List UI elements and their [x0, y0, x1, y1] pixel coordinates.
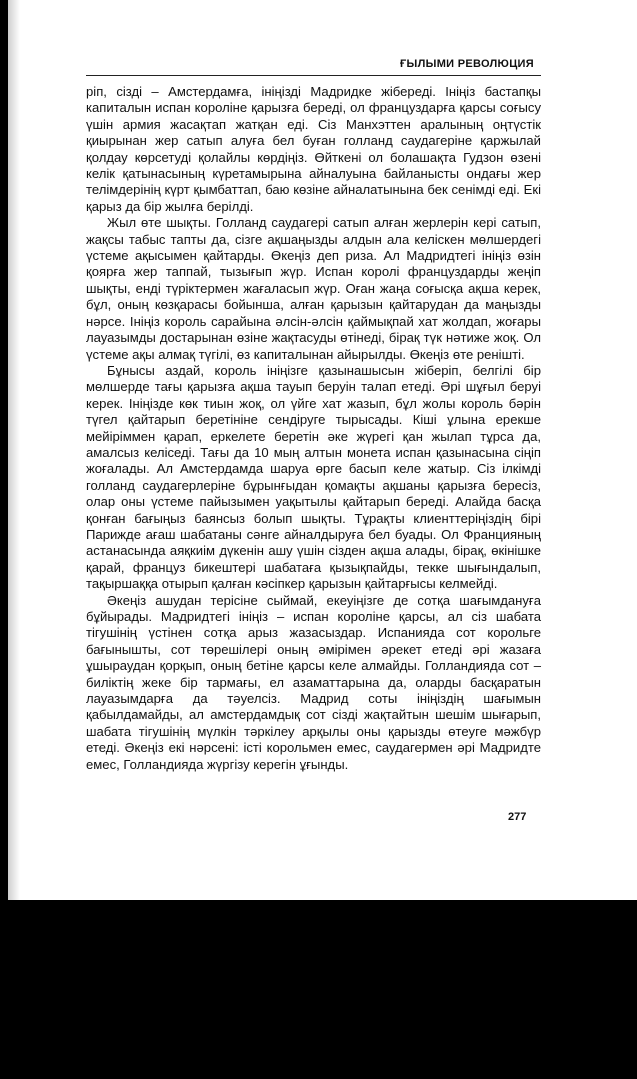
page-number: 277 — [508, 811, 527, 823]
paragraph-2: Жыл өте шықты. Голланд саудагері сатып алған жерлерін кері сатып, жақсы табыс тапты да, сізге ақшаңызды алдын ала келіскен мөлшердегі үстеме ақысымен қайтарды. Өкеңіз деп риза. Ал Мадридтегі ініңіз өзін қоярға жер таппай, тызығып жүр. Испан королі француздарды жеңіп шықты, енді түріктермен жағаласып жүр. Оған жаңа соғысқа ақша керек, бұл, оның көзқарасы бойынша, алған қарызын қайтарудан да маңызды нәрсе. Ініңіз король сарайына әлсін-әлсін қаймықпай хат жолдап, жоғары лауазымды достарынан өзіне жақтасуды өтінеді, бірақ түк нәтиже жоқ. Ол үстеме ақы алмақ түгілі, өз капиталынан айырылды. Өкеңіз өте ренішті. — [86, 215, 541, 362]
running-header: ҒЫЛЫМИ РЕВОЛЮЦИЯ — [400, 58, 534, 70]
book-spine-shadow — [6, 0, 20, 900]
paragraph-1: ріп, сізді – Амстердамға, ініңізді Мадридке жібереді. Ініңіз бастапқы капиталын испан короліне қарызға береді, ол француздарға қарсы соғысу үшін армия жасақтап жатқан еді. Сіз Манхэттен аралының оңтүстік қиырынан жер сатып алуға бел буған голланд саудагеріне қаржылай қолдау көрсетуді қолайлы көрдіңіз. Өйткені ол болашақта Гудзон өзені келік қатынасының күретамырына айналуына байланысты ондағы жер телімдерінің күрт қымбаттап, баю көзіне айналатынына бек сенімді еді. Екі қарыз да бір жылға берілді. — [86, 84, 541, 214]
header-rule — [86, 75, 541, 76]
paragraph-3: Бұнысы аздай, король ініңізге қазынашысын жіберіп, белгілі бір мөлшерде тағы қарызға ақша тауып беруін талап етеді. Әрі шұғыл беруі керек. Ініңізде көк тиын жоқ, ол үйге хат жазып, бұл жолы король бәрін түгел қайтарып беретініне сендіруге тырысады. Кіші ұлына ерекше мейіріммен қарап, еркелете беретін әке жүрегі қан жылап тұрса да, амалсыз келіседі. Тағы да 10 мың алтын монета испан қазынасына сіңіп жоғалады. Ал Амстердамда шаруа өрге басып келе жатыр. Сіз ілкімді голланд саудагерлеріне бұрынғыдан қомақты ақшаны қарызға бересіз, олар оны үстеме пайызымен уақытылы қайтарып береді. Алайда басқа қонған бағыңыз баянсыз болып шықты. Тұрақты клиенттеріңіздің бірі Парижде ағаш шабатаны сәнге айналдыруға бел буады. Ол Францияның астанасында аяқкиім дүкенін ашу үшін сізден ақша алады, бірақ, өкінішке қарай, француз бикештері шабатаға қызықпайды, текке шығындалып, тақыршаққа отырып қалған кәсіпкер қарызын қайтарғысы келмейді. — [86, 362, 541, 592]
paragraph-4: Әкеңіз ашудан терісіне сыймай, екеуіңізге де сотқа шағымдануға бұйырады. Мадридтегі ініңіз – испан короліне қарсы, ал сіз шабата тігушінің үстінен сотқа арыз жазасыздар. Испанияда сот корольге бағынышты, сот төрешілері оның әмірімен әрекет етеді әрі жазаға ұшыраудан қорқып, оның бетіне қарсы келе алмайды. Голландияда сот – биліктің жеке бір тармағы, ел азаматтарына да, оларды басқаратын лауазымдарға да тәуелсіз. Мадрид соты ініңіздің шағымын қабылдамайды, ал амстердамдық сот сізді жақтайтын шешім шығарып, шабата тігушінің мүлкін тәркілеу арқылы оны қарызды өтеуге мәжбүр етеді. Әкеңіз екі нәрсені: істі корольмен емес, саудагермен әрі Мадридте емес, Голландияда жүргізу керегін ұғынды. — [86, 592, 541, 772]
body-text — [86, 84, 541, 773]
